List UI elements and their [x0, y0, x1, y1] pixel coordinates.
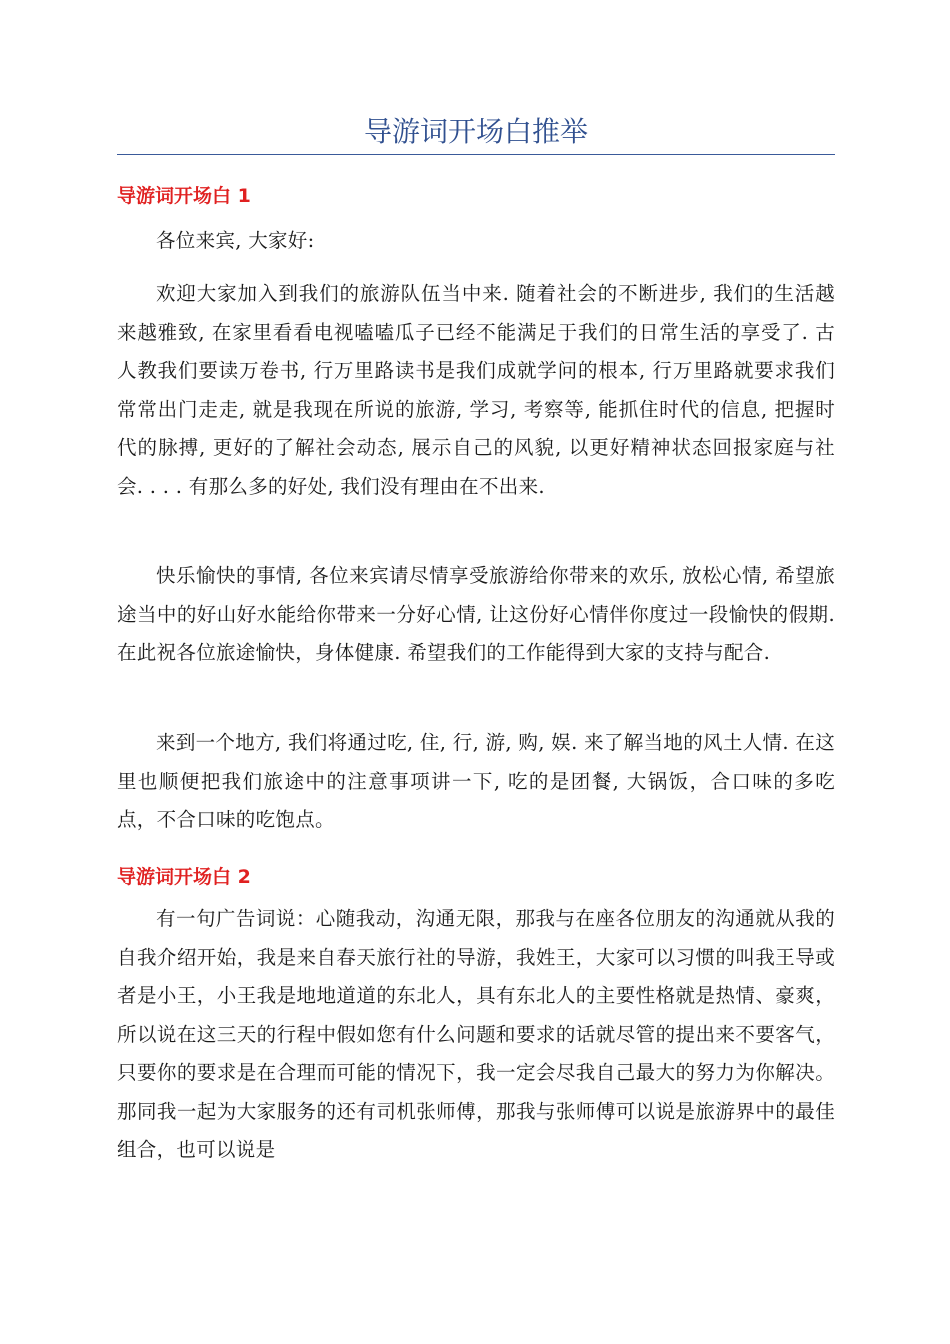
paragraph-greeting: 各位来宾, 大家好: [156, 229, 315, 252]
paragraph-notes: 来到一个地方, 我们将通过吃, 住, 行, 游, 购, 娱. 来了解当地的风土人情. 在这里也顺便把我们旅途中的注意事项讲一下, 吃的是团餐, 大锅饭，合口味的多吃点，不合口味的吃饱点。 [117, 731, 835, 831]
document-title: 导游词开场白推举 [363, 115, 588, 148]
section-heading-2: 导游词开场白 2 [117, 866, 251, 888]
paragraph-enjoy: 快乐愉快的事情, 各位来宾请尽情享受旅游给你带来的欢乐, 放松心情, 希望旅途当中的好山好水能给你带来一分好心情, 让这份好心情伴你度过一段愉快的假期. 在此祝各位旅途愉快，身体健康. 希望我们的工作能得到大家的支持与配合. [117, 564, 835, 664]
section-heading-1: 导游词开场白 1 [117, 185, 251, 207]
title-divider [117, 154, 835, 155]
paragraph-welcome: 欢迎大家加入到我们的旅游队伍当中来. 随着社会的不断进步, 我们的生活越来越雅致, 在家里看看电视嗑嗑瓜子已经不能满足于我们的日常生活的享受了. 古人教我们要读万卷书, 行万里路读书是我们成就学问的根本, 行万里路就要求我们常常出门走走, 就是我现在所说的旅游, 学习, 考察等, 能抓住时代的信息, 把握时代的脉搏, 更好的了解社会动态, 展示自己的风貌, 以更好精神状态回报家庭与社会. . . . 有那么多的好处, 我们没有理由在不出来. [117, 282, 835, 498]
paragraph-introduction: 有一句广告词说：心随我动，沟通无限，那我与在座各位朋友的沟通就从我的自我介绍开始，我是来自春天旅行社的导游，我姓王，大家可以习惯的叫我王导或者是小王，小王我是地地道道的东北人，具有东北人的主要性格就是热情、豪爽，所以说在这三天的行程中假如您有什么问题和要求的话就尽管的提出来不要客气，只要你的要求是在合理而可能的情况下，我一定会尽我自己最大的努力为你解决。那同我一起为大家服务的还有司机张师傅，那我与张师傅可以说是旅游界中的最佳组合，也可以说是 [117, 907, 835, 1161]
